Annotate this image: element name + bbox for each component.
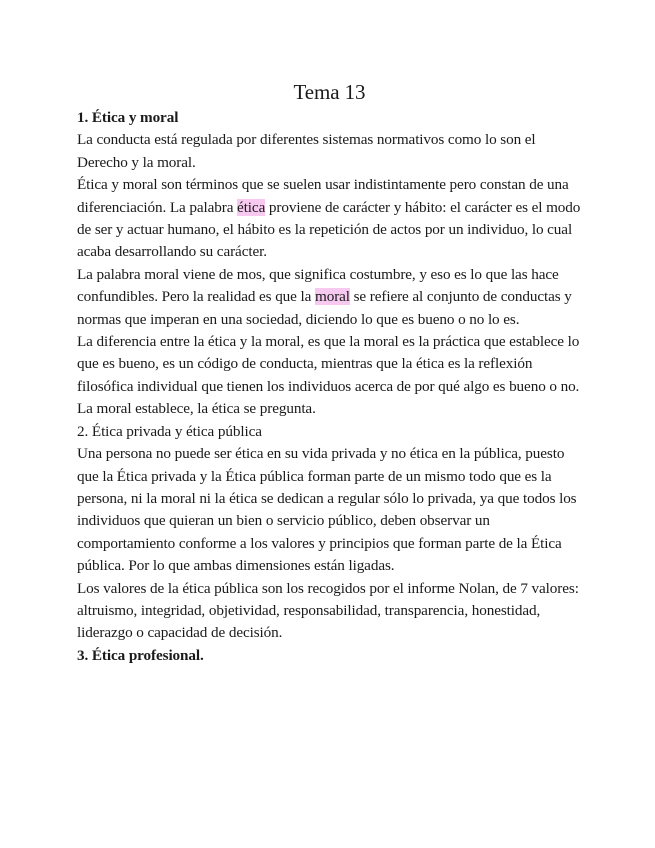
paragraph-text: proviene de carácter y hábito: el carácter es el modo de ser y actuar humano, el hábito es la repetición de actos por un individuo, lo cual acaba desarrollando su carácter. bbox=[77, 198, 581, 261]
paragraph-text: Ética y moral son términos que se suelen usar indistintamente pero constan de una diferenciación. La palabra bbox=[77, 176, 569, 216]
section-1-heading: 1. Ética y moral bbox=[77, 109, 179, 126]
section-2-heading: 2. Ética privada y ética pública bbox=[77, 422, 262, 440]
section-2-paragraph-1: Una persona no puede ser ética en su vida privada y no ética en la pública, puesto que la Ética privada y la Ética pública forman parte de un mismo todo que es la persona, ni la moral ni la ética se dedican a regular sólo lo privada, ya que todos los individuos que quieran un bien o servicio público, deben observar un comportamiento conforme a los valores y principios que forman parte de la Ética pública. Por lo que ambas dimensiones están ligadas. bbox=[77, 445, 577, 575]
highlighted-word-etica[interactable]: ética bbox=[237, 198, 266, 216]
section-3-heading: 3. Ética profesional. bbox=[77, 646, 204, 664]
document-title: Tema 13 bbox=[293, 80, 366, 104]
paragraph-text: La palabra moral viene de mos, que significa costumbre, y eso es lo que las hace confundibles. Pero la realidad es que la bbox=[77, 265, 559, 306]
section-1-paragraph-5: La moral establece, la ética se pregunta. bbox=[77, 400, 316, 418]
document-page bbox=[77, 78, 582, 667]
paragraph-text: se refiere al conjunto de conductas y normas que imperan en una sociedad, diciendo lo que es bueno o no lo es. bbox=[77, 288, 572, 328]
section-2-paragraph-2: Los valores de la ética pública son los recogidos por el informe Nolan, de 7 valores: altruismo, integridad, objetividad, responsabilidad, transparencia, honestidad, liderazgo o capacidad de decisión. bbox=[77, 579, 579, 642]
section-1-paragraph-3 bbox=[77, 264, 582, 331]
section-1-paragraph-2 bbox=[77, 174, 582, 264]
section-1-paragraph-4: La diferencia entre la ética y la moral, es que la moral es la práctica que establece lo que es bueno, es un código de conducta, mientras que la ética es la reflexión filosófica individual que tienen los individuos acerca de por qué algo es bueno o no. bbox=[77, 333, 580, 395]
section-1-paragraph-1: La conducta está regulada por diferentes sistemas normativos como lo son el Derecho y la moral. bbox=[77, 131, 536, 171]
highlighted-word-moral[interactable]: moral bbox=[314, 288, 350, 306]
